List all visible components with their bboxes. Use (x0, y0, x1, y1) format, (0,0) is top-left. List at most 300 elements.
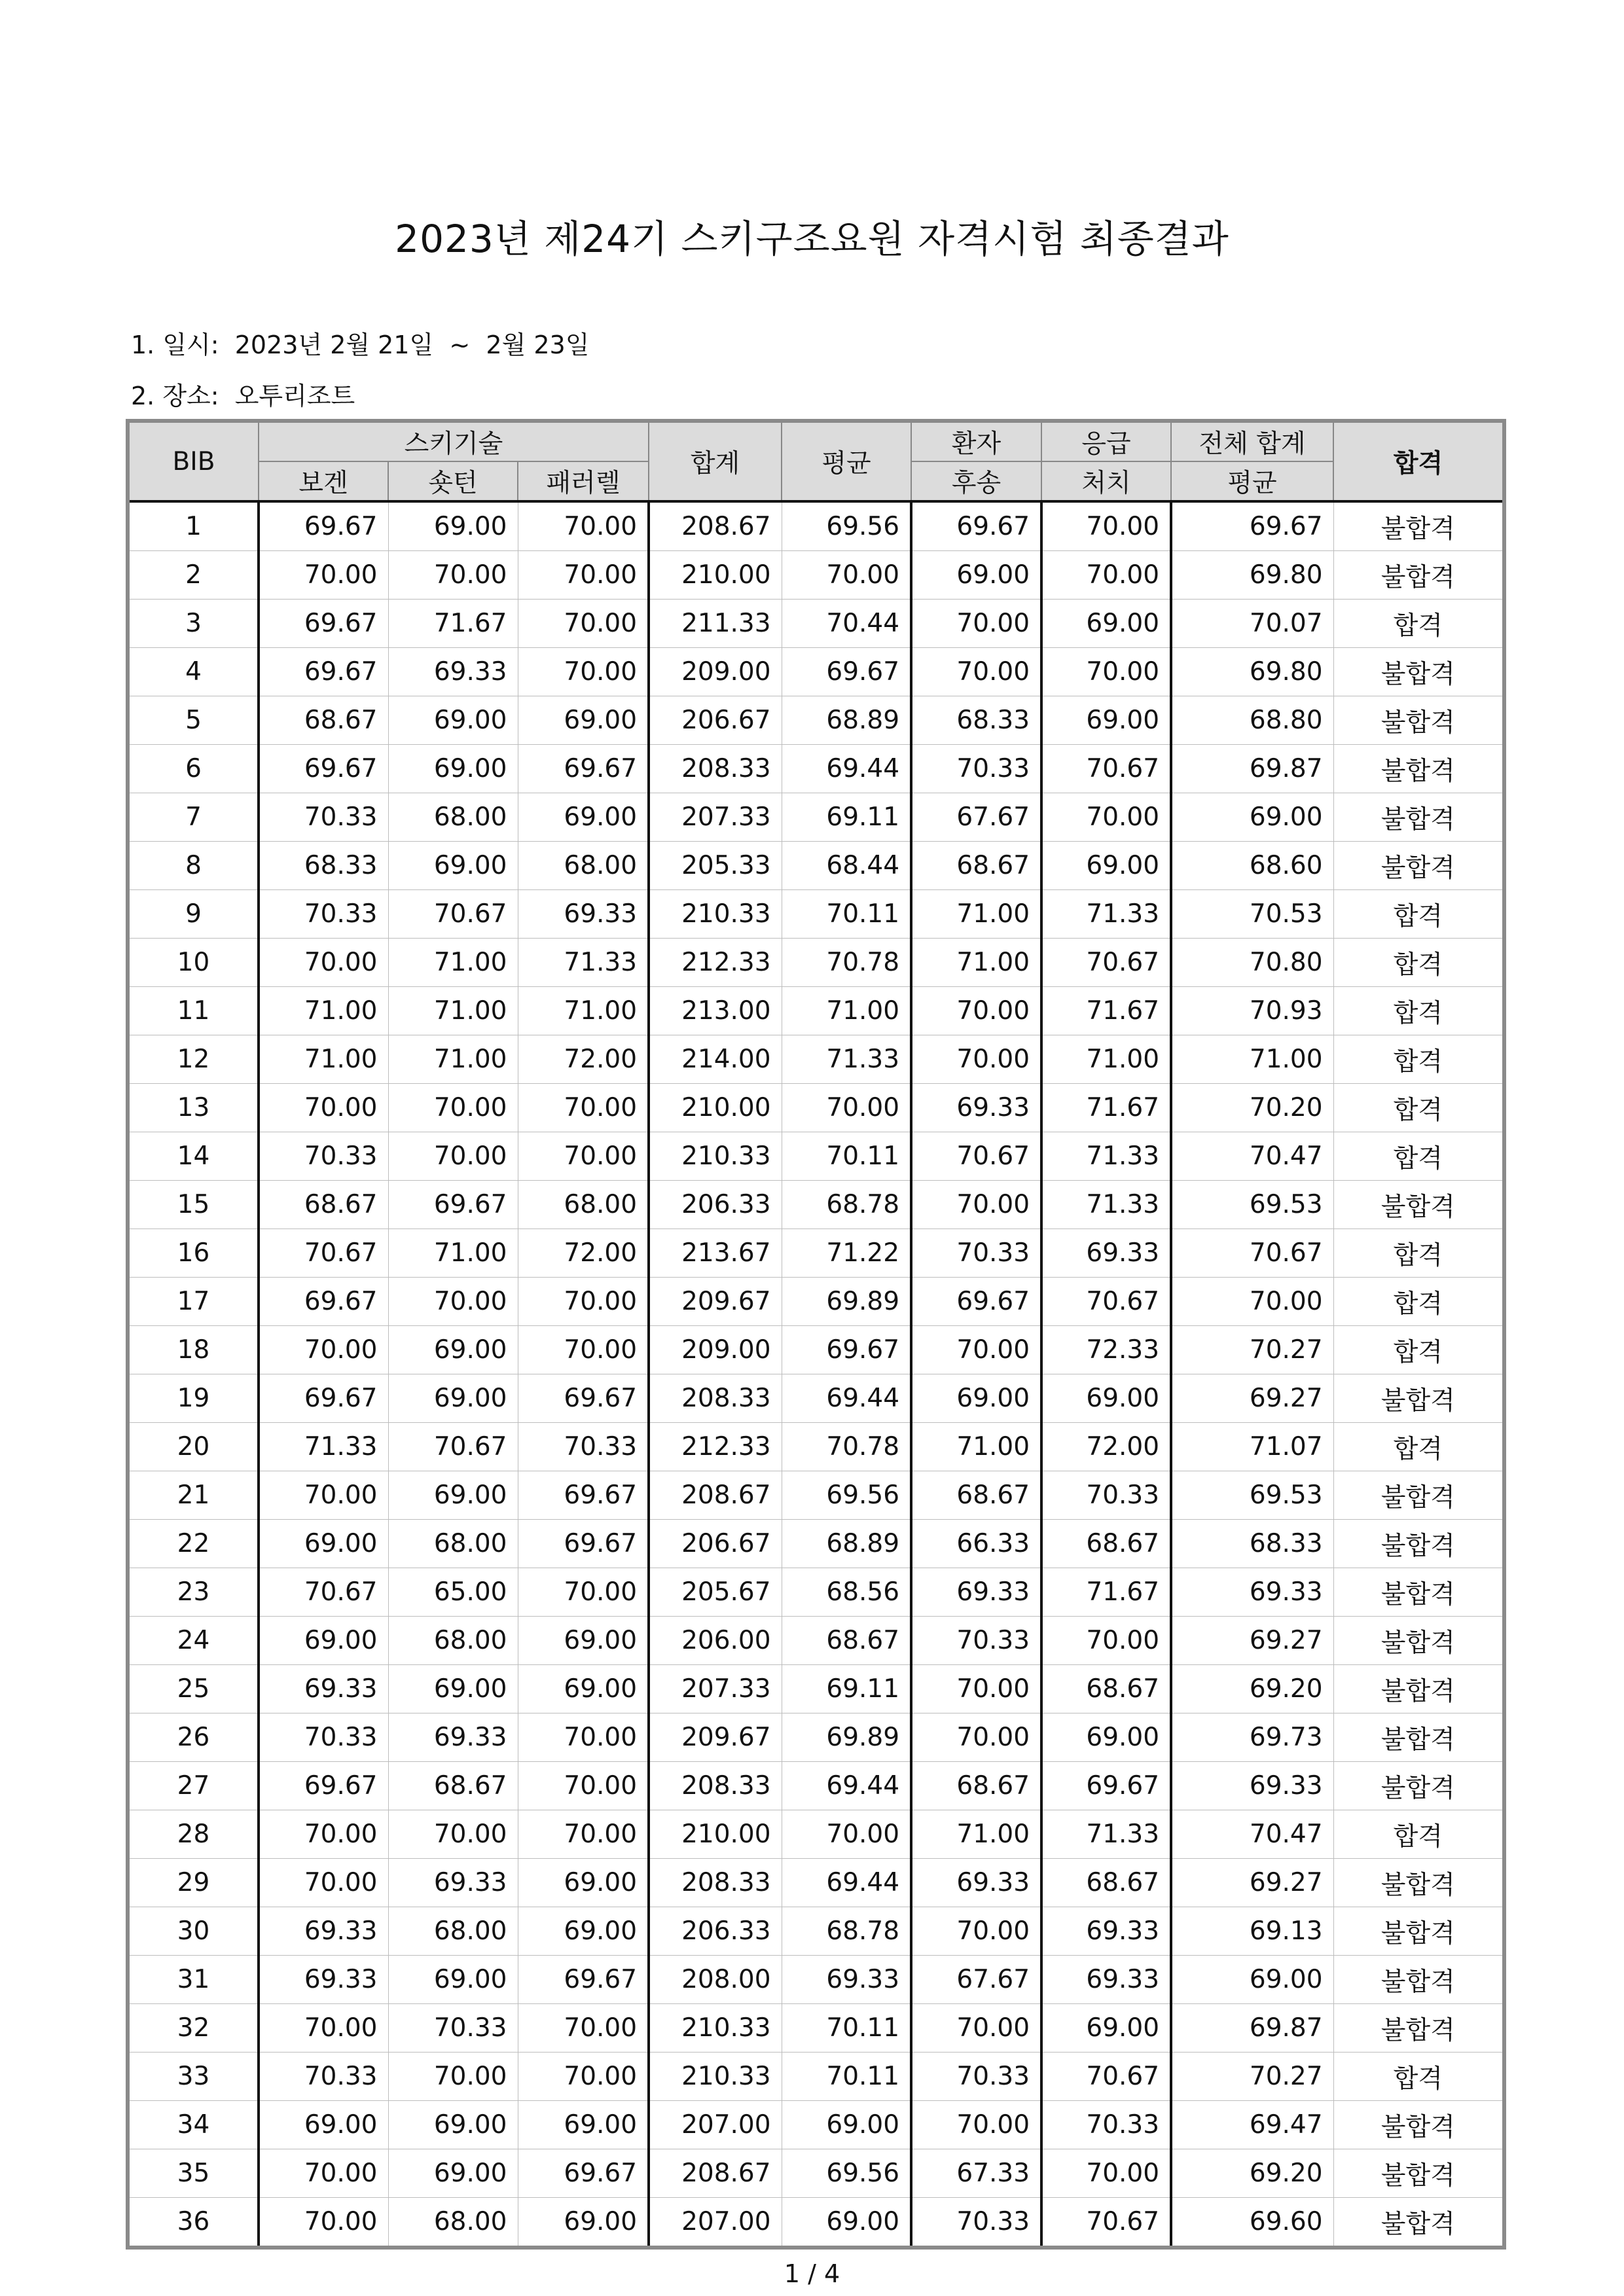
cell-average: 68.78 (782, 1181, 911, 1229)
cell-firstaid: 70.33 (1041, 2101, 1171, 2149)
cell-transport: 69.67 (911, 501, 1041, 551)
cell-sum: 205.33 (649, 842, 782, 890)
cell-sum: 206.67 (649, 696, 782, 745)
cell-firstaid: 68.67 (1041, 1859, 1171, 1907)
cell-sum: 211.33 (649, 600, 782, 648)
cell-parallel: 69.67 (518, 1471, 649, 1520)
cell-shortturn: 69.67 (388, 1181, 518, 1229)
table-row (128, 1520, 1504, 1568)
cell-bogen: 69.00 (259, 1617, 388, 1665)
cell-firstaid: 72.00 (1041, 1423, 1171, 1471)
cell-parallel: 69.00 (518, 1665, 649, 1713)
cell-bib: 19 (128, 1374, 259, 1423)
cell-firstaid: 71.67 (1041, 1084, 1171, 1132)
cell-firstaid: 69.00 (1041, 600, 1171, 648)
cell-average: 70.00 (782, 1084, 911, 1132)
cell-total-average: 69.00 (1171, 793, 1333, 842)
cell-result: 불합격 (1333, 551, 1504, 600)
cell-average: 69.33 (782, 1956, 911, 2004)
cell-bib: 32 (128, 2004, 259, 2053)
cell-firstaid: 69.33 (1041, 1907, 1171, 1956)
cell-firstaid: 68.67 (1041, 1665, 1171, 1713)
cell-parallel: 69.67 (518, 1374, 649, 1423)
cell-result: 불합격 (1333, 1713, 1504, 1762)
cell-transport: 68.67 (911, 842, 1041, 890)
cell-firstaid: 70.00 (1041, 2149, 1171, 2198)
table-row (128, 842, 1504, 890)
cell-transport: 69.33 (911, 1568, 1041, 1617)
cell-average: 68.44 (782, 842, 911, 890)
cell-bib: 8 (128, 842, 259, 890)
cell-sum: 206.33 (649, 1907, 782, 1956)
cell-parallel: 69.00 (518, 696, 649, 745)
cell-firstaid: 71.33 (1041, 1181, 1171, 1229)
cell-transport: 69.33 (911, 1084, 1041, 1132)
table-row (128, 2198, 1504, 2248)
cell-bib: 30 (128, 1907, 259, 1956)
cell-sum: 208.33 (649, 1762, 782, 1810)
cell-total-average: 71.00 (1171, 1035, 1333, 1084)
cell-result: 합격 (1333, 1326, 1504, 1374)
cell-shortturn: 69.00 (388, 1956, 518, 2004)
cell-total-average: 69.80 (1171, 648, 1333, 696)
table-row (128, 501, 1504, 551)
cell-bogen: 68.33 (259, 842, 388, 890)
cell-total-average: 69.87 (1171, 745, 1333, 793)
cell-shortturn: 70.00 (388, 1084, 518, 1132)
cell-bogen: 69.67 (259, 600, 388, 648)
header-parallel: 패러렐 (518, 461, 649, 501)
cell-total-average: 69.33 (1171, 1762, 1333, 1810)
cell-firstaid: 71.67 (1041, 987, 1171, 1035)
cell-average: 69.44 (782, 1374, 911, 1423)
cell-total-average: 68.33 (1171, 1520, 1333, 1568)
cell-transport: 70.00 (911, 1181, 1041, 1229)
page-number: 1 / 4 (784, 2259, 840, 2288)
cell-shortturn: 69.00 (388, 1326, 518, 1374)
table-row (128, 1713, 1504, 1762)
cell-result: 불합격 (1333, 648, 1504, 696)
cell-sum: 207.00 (649, 2198, 782, 2248)
cell-bib: 34 (128, 2101, 259, 2149)
cell-shortturn: 69.00 (388, 1374, 518, 1423)
cell-transport: 71.00 (911, 890, 1041, 939)
cell-sum: 210.00 (649, 1084, 782, 1132)
cell-average: 70.11 (782, 2053, 911, 2101)
cell-average: 70.11 (782, 2004, 911, 2053)
cell-firstaid: 70.00 (1041, 793, 1171, 842)
cell-transport: 70.00 (911, 600, 1041, 648)
cell-total-average: 69.87 (1171, 2004, 1333, 2053)
cell-result: 불합격 (1333, 1568, 1504, 1617)
cell-firstaid: 70.00 (1041, 648, 1171, 696)
cell-bogen: 70.00 (259, 1084, 388, 1132)
cell-result: 불합격 (1333, 1181, 1504, 1229)
cell-parallel: 70.00 (518, 1568, 649, 1617)
header-shortturn: 숏턴 (388, 461, 518, 501)
cell-total-average: 69.67 (1171, 501, 1333, 551)
cell-firstaid: 70.67 (1041, 939, 1171, 987)
cell-bogen: 70.00 (259, 1326, 388, 1374)
cell-parallel: 68.00 (518, 842, 649, 890)
table-row (128, 1035, 1504, 1084)
document-title: 2023년 제24기 스키구조요원 자격시험 최종결과 (395, 217, 1229, 261)
cell-total-average: 69.73 (1171, 1713, 1333, 1762)
cell-transport: 70.67 (911, 1132, 1041, 1181)
cell-total-average: 69.60 (1171, 2198, 1333, 2248)
cell-result: 합격 (1333, 1084, 1504, 1132)
cell-total-average: 69.13 (1171, 1907, 1333, 1956)
cell-bogen: 70.33 (259, 2053, 388, 2101)
cell-shortturn: 69.33 (388, 1859, 518, 1907)
cell-average: 71.33 (782, 1035, 911, 1084)
cell-firstaid: 70.00 (1041, 551, 1171, 600)
header-firstaid-top: 응급 (1041, 421, 1171, 461)
cell-shortturn: 68.67 (388, 1762, 518, 1810)
cell-average: 70.00 (782, 551, 911, 600)
cell-result: 불합격 (1333, 1859, 1504, 1907)
cell-total-average: 69.20 (1171, 2149, 1333, 2198)
header-average: 평균 (782, 421, 911, 501)
cell-sum: 208.33 (649, 1859, 782, 1907)
cell-average: 70.11 (782, 890, 911, 939)
cell-bogen: 71.33 (259, 1423, 388, 1471)
cell-parallel: 70.00 (518, 648, 649, 696)
cell-average: 69.44 (782, 1859, 911, 1907)
cell-shortturn: 69.00 (388, 2101, 518, 2149)
cell-bib: 20 (128, 1423, 259, 1471)
cell-result: 합격 (1333, 600, 1504, 648)
cell-bib: 6 (128, 745, 259, 793)
cell-transport: 69.00 (911, 1374, 1041, 1423)
cell-firstaid: 69.00 (1041, 1713, 1171, 1762)
cell-firstaid: 69.00 (1041, 696, 1171, 745)
cell-average: 68.56 (782, 1568, 911, 1617)
cell-shortturn: 70.00 (388, 1810, 518, 1859)
cell-sum: 209.00 (649, 648, 782, 696)
cell-shortturn: 65.00 (388, 1568, 518, 1617)
cell-shortturn: 71.00 (388, 939, 518, 987)
cell-bib: 5 (128, 696, 259, 745)
cell-bib: 33 (128, 2053, 259, 2101)
cell-firstaid: 69.33 (1041, 1229, 1171, 1278)
cell-shortturn: 71.00 (388, 987, 518, 1035)
cell-bogen: 68.67 (259, 1181, 388, 1229)
cell-shortturn: 70.00 (388, 1278, 518, 1326)
cell-bib: 26 (128, 1713, 259, 1762)
cell-average: 70.78 (782, 939, 911, 987)
cell-shortturn: 71.67 (388, 600, 518, 648)
cell-average: 70.78 (782, 1423, 911, 1471)
cell-parallel: 69.67 (518, 745, 649, 793)
cell-transport: 70.33 (911, 2198, 1041, 2248)
cell-result: 불합격 (1333, 1956, 1504, 2004)
cell-transport: 70.00 (911, 1665, 1041, 1713)
cell-bib: 18 (128, 1326, 259, 1374)
cell-parallel: 69.33 (518, 890, 649, 939)
cell-parallel: 70.00 (518, 1132, 649, 1181)
cell-transport: 70.00 (911, 1907, 1041, 1956)
cell-bib: 3 (128, 600, 259, 648)
cell-result: 불합격 (1333, 1907, 1504, 1956)
cell-average: 69.11 (782, 793, 911, 842)
cell-shortturn: 69.00 (388, 2149, 518, 2198)
cell-bogen: 69.67 (259, 648, 388, 696)
cell-bogen: 70.00 (259, 939, 388, 987)
cell-average: 69.00 (782, 2198, 911, 2248)
cell-shortturn: 70.00 (388, 551, 518, 600)
cell-result: 합격 (1333, 1229, 1504, 1278)
cell-parallel: 70.00 (518, 2053, 649, 2101)
cell-sum: 209.67 (649, 1713, 782, 1762)
cell-bogen: 71.00 (259, 1035, 388, 1084)
cell-total-average: 70.27 (1171, 2053, 1333, 2101)
cell-bogen: 69.00 (259, 1520, 388, 1568)
cell-bogen: 70.00 (259, 2149, 388, 2198)
cell-parallel: 69.00 (518, 2101, 649, 2149)
cell-result: 합격 (1333, 1810, 1504, 1859)
cell-shortturn: 68.00 (388, 1520, 518, 1568)
cell-bib: 7 (128, 793, 259, 842)
cell-sum: 207.33 (649, 1665, 782, 1713)
cell-total-average: 69.27 (1171, 1859, 1333, 1907)
cell-transport: 70.00 (911, 1035, 1041, 1084)
cell-total-average: 68.80 (1171, 696, 1333, 745)
cell-total-average: 69.80 (1171, 551, 1333, 600)
cell-sum: 210.00 (649, 551, 782, 600)
cell-transport: 67.67 (911, 793, 1041, 842)
cell-shortturn: 70.67 (388, 890, 518, 939)
table-row (128, 600, 1504, 648)
cell-shortturn: 68.00 (388, 793, 518, 842)
cell-result: 불합격 (1333, 1762, 1504, 1810)
cell-parallel: 70.00 (518, 1278, 649, 1326)
cell-transport: 70.33 (911, 1229, 1041, 1278)
table-row (128, 1084, 1504, 1132)
cell-shortturn: 69.00 (388, 1471, 518, 1520)
cell-total-average: 68.60 (1171, 842, 1333, 890)
cell-total-average: 70.93 (1171, 987, 1333, 1035)
cell-bib: 13 (128, 1084, 259, 1132)
cell-bib: 11 (128, 987, 259, 1035)
table-row (128, 939, 1504, 987)
cell-firstaid: 70.00 (1041, 1617, 1171, 1665)
cell-parallel: 69.67 (518, 2149, 649, 2198)
cell-result: 합격 (1333, 987, 1504, 1035)
cell-firstaid: 70.67 (1041, 2198, 1171, 2248)
cell-shortturn: 70.00 (388, 2053, 518, 2101)
cell-parallel: 70.00 (518, 1326, 649, 1374)
cell-firstaid: 72.33 (1041, 1326, 1171, 1374)
cell-total-average: 71.07 (1171, 1423, 1333, 1471)
cell-shortturn: 69.33 (388, 648, 518, 696)
cell-bib: 12 (128, 1035, 259, 1084)
cell-parallel: 69.00 (518, 793, 649, 842)
cell-bogen: 69.33 (259, 1665, 388, 1713)
cell-average: 70.44 (782, 600, 911, 648)
cell-sum: 210.33 (649, 2053, 782, 2101)
results-table (126, 419, 1506, 2250)
table-row (128, 551, 1504, 600)
cell-bogen: 70.00 (259, 1859, 388, 1907)
cell-average: 69.44 (782, 745, 911, 793)
cell-sum: 208.33 (649, 745, 782, 793)
cell-bogen: 70.33 (259, 1132, 388, 1181)
table-row (128, 1956, 1504, 2004)
cell-parallel: 69.00 (518, 1859, 649, 1907)
table-row (128, 696, 1504, 745)
table-row (128, 1181, 1504, 1229)
cell-firstaid: 71.33 (1041, 890, 1171, 939)
table-row (128, 1568, 1504, 1617)
cell-bogen: 70.33 (259, 1713, 388, 1762)
cell-average: 69.89 (782, 1713, 911, 1762)
cell-parallel: 69.67 (518, 1956, 649, 2004)
cell-bib: 15 (128, 1181, 259, 1229)
cell-shortturn: 69.00 (388, 501, 518, 551)
table-row (128, 1326, 1504, 1374)
cell-transport: 70.00 (911, 2101, 1041, 2149)
cell-sum: 212.33 (649, 939, 782, 987)
cell-shortturn: 69.00 (388, 842, 518, 890)
cell-firstaid: 69.00 (1041, 842, 1171, 890)
cell-result: 불합격 (1333, 1520, 1504, 1568)
cell-result: 불합격 (1333, 2149, 1504, 2198)
cell-sum: 214.00 (649, 1035, 782, 1084)
cell-transport: 69.33 (911, 1859, 1041, 1907)
header-bogen: 보겐 (259, 461, 388, 501)
header-sum: 합계 (649, 421, 782, 501)
cell-bogen: 69.00 (259, 2101, 388, 2149)
cell-parallel: 69.00 (518, 2198, 649, 2248)
cell-bogen: 69.67 (259, 1278, 388, 1326)
table-row (128, 1132, 1504, 1181)
cell-firstaid: 68.67 (1041, 1520, 1171, 1568)
cell-sum: 205.67 (649, 1568, 782, 1617)
cell-bib: 24 (128, 1617, 259, 1665)
cell-average: 69.56 (782, 1471, 911, 1520)
table-row (128, 648, 1504, 696)
cell-total-average: 69.27 (1171, 1617, 1333, 1665)
exam-date: 1. 일시: 2023년 2월 21일 ~ 2월 23일 (131, 331, 590, 359)
cell-total-average: 70.53 (1171, 890, 1333, 939)
cell-transport: 68.33 (911, 696, 1041, 745)
cell-sum: 207.00 (649, 2101, 782, 2149)
cell-bogen: 70.67 (259, 1568, 388, 1617)
cell-transport: 70.33 (911, 2053, 1041, 2101)
cell-parallel: 70.00 (518, 1084, 649, 1132)
table-row (128, 1229, 1504, 1278)
cell-average: 69.67 (782, 1326, 911, 1374)
cell-average: 69.89 (782, 1278, 911, 1326)
cell-bib: 17 (128, 1278, 259, 1326)
cell-total-average: 70.47 (1171, 1132, 1333, 1181)
cell-result: 불합격 (1333, 696, 1504, 745)
cell-parallel: 70.00 (518, 1810, 649, 1859)
cell-shortturn: 68.00 (388, 1907, 518, 1956)
cell-bogen: 70.00 (259, 2198, 388, 2248)
cell-bib: 9 (128, 890, 259, 939)
cell-transport: 67.67 (911, 1956, 1041, 2004)
header-firstaid-bottom: 처치 (1041, 461, 1171, 501)
cell-bogen: 70.33 (259, 890, 388, 939)
cell-average: 68.89 (782, 696, 911, 745)
cell-sum: 208.00 (649, 1956, 782, 2004)
cell-transport: 70.00 (911, 1326, 1041, 1374)
cell-transport: 69.00 (911, 551, 1041, 600)
table-row (128, 1665, 1504, 1713)
cell-bib: 23 (128, 1568, 259, 1617)
cell-transport: 70.00 (911, 987, 1041, 1035)
cell-transport: 68.67 (911, 1762, 1041, 1810)
header-transport-top: 환자 (911, 421, 1041, 461)
cell-total-average: 70.67 (1171, 1229, 1333, 1278)
table-row (128, 1859, 1504, 1907)
cell-bogen: 69.67 (259, 501, 388, 551)
cell-transport: 71.00 (911, 939, 1041, 987)
cell-parallel: 72.00 (518, 1229, 649, 1278)
cell-firstaid: 70.33 (1041, 1471, 1171, 1520)
cell-transport: 70.33 (911, 1617, 1041, 1665)
cell-parallel: 71.00 (518, 987, 649, 1035)
cell-average: 69.56 (782, 501, 911, 551)
cell-sum: 206.67 (649, 1520, 782, 1568)
cell-shortturn: 70.00 (388, 1132, 518, 1181)
table-row (128, 1471, 1504, 1520)
cell-transport: 70.33 (911, 745, 1041, 793)
exam-place: 2. 장소: 오투리조트 (131, 382, 355, 410)
cell-average: 69.11 (782, 1665, 911, 1713)
cell-shortturn: 70.33 (388, 2004, 518, 2053)
cell-sum: 208.33 (649, 1374, 782, 1423)
cell-sum: 213.00 (649, 987, 782, 1035)
cell-average: 70.00 (782, 1810, 911, 1859)
cell-total-average: 70.80 (1171, 939, 1333, 987)
cell-parallel: 69.67 (518, 1520, 649, 1568)
header-total-top: 전체 합계 (1171, 421, 1333, 461)
cell-parallel: 70.00 (518, 1713, 649, 1762)
cell-result: 불합격 (1333, 1665, 1504, 1713)
cell-average: 70.11 (782, 1132, 911, 1181)
cell-average: 69.67 (782, 648, 911, 696)
table-row (128, 1423, 1504, 1471)
cell-sum: 206.33 (649, 1181, 782, 1229)
cell-sum: 208.67 (649, 501, 782, 551)
cell-bogen: 70.00 (259, 1810, 388, 1859)
cell-average: 69.56 (782, 2149, 911, 2198)
cell-average: 69.44 (782, 1762, 911, 1810)
cell-shortturn: 69.00 (388, 696, 518, 745)
cell-total-average: 69.00 (1171, 1956, 1333, 2004)
cell-parallel: 70.00 (518, 1762, 649, 1810)
cell-average: 68.78 (782, 1907, 911, 1956)
cell-firstaid: 70.67 (1041, 1278, 1171, 1326)
cell-total-average: 69.47 (1171, 2101, 1333, 2149)
header-ski-technique: 스키기술 (259, 421, 649, 461)
cell-parallel: 71.33 (518, 939, 649, 987)
table-row (128, 1617, 1504, 1665)
table-row (128, 890, 1504, 939)
cell-parallel: 69.00 (518, 1617, 649, 1665)
cell-result: 불합격 (1333, 793, 1504, 842)
table-row (128, 2101, 1504, 2149)
cell-shortturn: 71.00 (388, 1229, 518, 1278)
cell-bogen: 71.00 (259, 987, 388, 1035)
cell-parallel: 72.00 (518, 1035, 649, 1084)
cell-average: 69.00 (782, 2101, 911, 2149)
cell-shortturn: 69.00 (388, 1665, 518, 1713)
cell-parallel: 69.00 (518, 1907, 649, 1956)
